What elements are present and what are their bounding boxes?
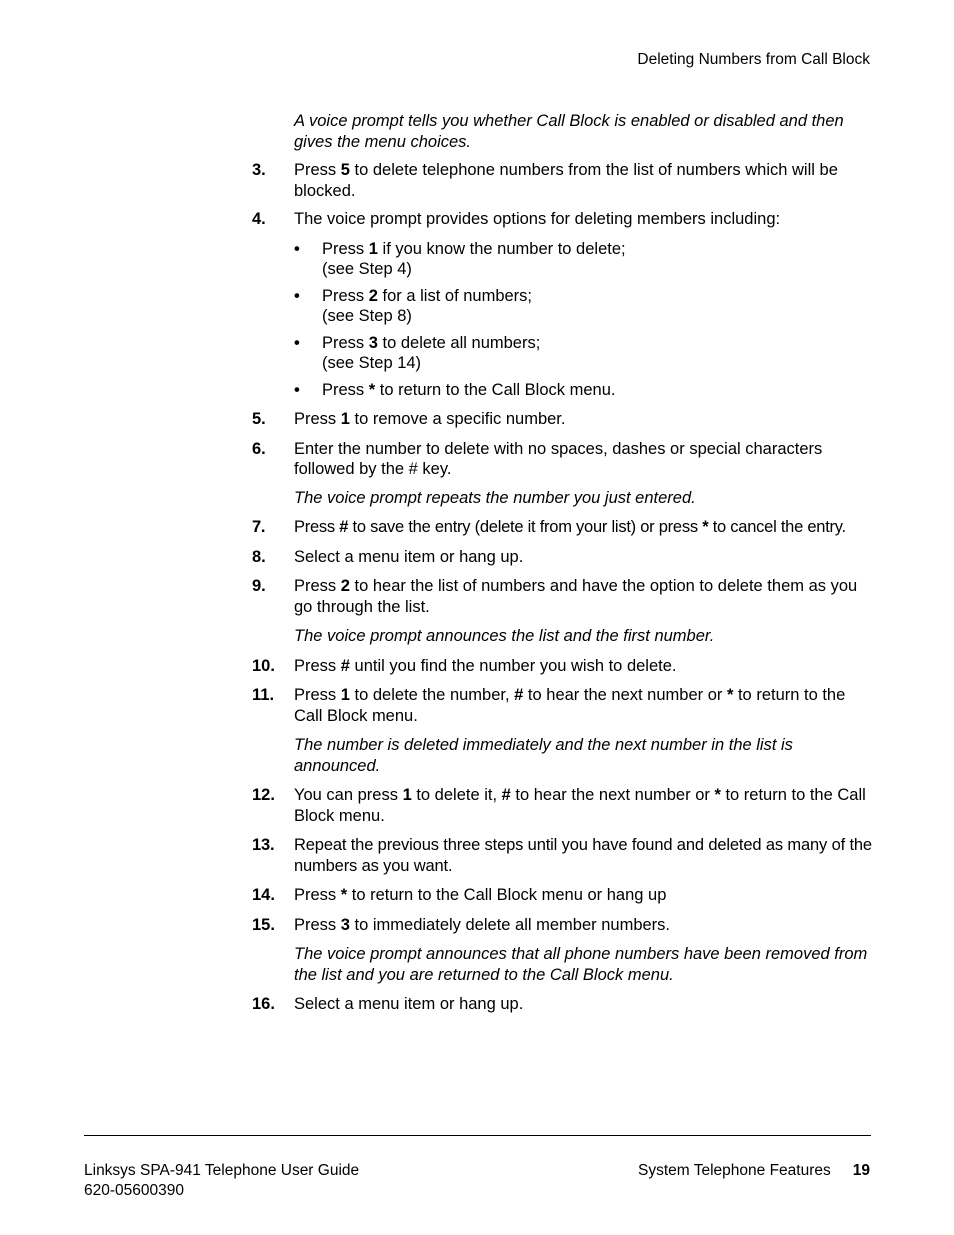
step-text: to remove a specific number. (349, 410, 566, 428)
step-text: You can press (294, 786, 403, 804)
step-text: Press (294, 886, 341, 904)
key-label: * (368, 380, 376, 399)
step-text: to hear the next number or (510, 786, 715, 804)
step-text: to delete the number, (349, 686, 515, 704)
bullet-item (252, 380, 872, 401)
step-number: 10. (252, 656, 275, 675)
step-number: 7. (252, 518, 266, 536)
step-15 (252, 915, 872, 936)
step-text: to return to the Call Block menu. (294, 786, 866, 825)
bullet-text: Press (322, 380, 369, 399)
voice-prompt-note: The voice prompt repeats the number you just entered. (294, 488, 696, 507)
step-text: Repeat the previous three steps until you have found and deleted as many of the numbers as you want. (294, 836, 872, 875)
bullet-text: Press (322, 333, 369, 352)
key-label: 5 (340, 161, 350, 179)
step-11 (252, 685, 872, 726)
step-5 (252, 409, 872, 430)
step-number: 6. (252, 439, 266, 458)
bullet-marker: • (294, 239, 300, 258)
bullet-item (252, 286, 872, 327)
step-number: 13. (252, 836, 275, 854)
page-content (252, 111, 872, 1015)
step-13 (252, 835, 872, 876)
step-12 (252, 785, 872, 826)
step-number: 3. (252, 161, 266, 179)
step-text: Select a menu item or hang up. (294, 995, 524, 1013)
step-number: 9. (252, 577, 266, 595)
key-label: * (340, 886, 348, 904)
step-text: Press (294, 518, 340, 536)
key-label: 3 (340, 915, 350, 934)
bullet-text: Press (322, 286, 369, 305)
page-number: 19 (852, 1162, 870, 1179)
section-title: System Telephone Features (638, 1162, 831, 1179)
step-text: to delete it, (411, 786, 502, 804)
bullet-text: to delete all numbers; (377, 333, 541, 352)
step-10 (252, 656, 872, 677)
step-number: 12. (252, 786, 275, 804)
key-label: * (714, 786, 721, 804)
bullet-text: for a list of numbers; (377, 286, 533, 305)
key-label: 1 (402, 786, 412, 804)
step-4 (252, 209, 872, 230)
step-number: 8. (252, 547, 266, 566)
bullet-item (252, 239, 872, 280)
footer-right (638, 1161, 870, 1181)
step-7 (252, 517, 872, 538)
step-9 (252, 576, 872, 617)
step-number: 14. (252, 886, 275, 904)
step-text: to delete telephone numbers from the list of numbers which will be blocked. (294, 161, 838, 200)
bullet-text: if you know the number to delete; (377, 239, 626, 258)
key-label: 1 (340, 686, 350, 704)
key-label: * (726, 686, 734, 704)
step-text: to cancel the entry. (708, 518, 846, 536)
step-3 (252, 160, 872, 201)
step-text: to hear the list of numbers and have the option to delete them as you go through the list. (294, 577, 858, 616)
step-reference: (see Step 14) (322, 354, 422, 372)
key-label: 1 (368, 239, 378, 258)
voice-prompt-note: The number is deleted immediately and the next number in the list is announced. (294, 736, 793, 775)
key-label: 2 (340, 577, 350, 595)
key-label: 2 (368, 286, 378, 305)
key-label: # (339, 518, 349, 536)
step-14 (252, 885, 872, 906)
key-label: # (514, 686, 524, 704)
key-label: # (501, 786, 511, 804)
step-text: Enter the number to delete with no spaces, dashes or special characters followed by the # key. (294, 439, 823, 478)
guide-title: Linksys SPA-941 Telephone User Guide (84, 1162, 360, 1179)
step-6 (252, 439, 872, 480)
step-text: Press (294, 915, 341, 934)
step-text: Press (294, 686, 341, 704)
step-number: 11. (252, 686, 275, 704)
key-label: # (340, 656, 350, 675)
step-reference: (see Step 8) (322, 307, 412, 325)
document-number: 620-05600390 (84, 1182, 184, 1199)
key-label: 3 (368, 333, 378, 352)
step-reference: (see Step 4) (322, 260, 412, 278)
bullet-marker: • (294, 333, 300, 352)
step-text: Press (294, 577, 341, 595)
step-text: Press (294, 656, 341, 675)
step-text: Select a menu item or hang up. (294, 547, 524, 566)
step-text: to save the entry (delete it from your list) or press (348, 518, 703, 536)
step-text: to immediately delete all member numbers. (349, 915, 671, 934)
bullet-text: to return to the Call Block menu. (375, 380, 616, 399)
step-text: to hear the next number or (523, 686, 727, 704)
voice-prompt-note: The voice prompt announces the list and the first number. (294, 627, 715, 645)
step-text: to return to the Call Block menu or hang up (347, 886, 667, 904)
step-8 (252, 547, 872, 568)
step-text: Press (294, 410, 341, 428)
bullet-marker: • (294, 286, 300, 305)
bullet-marker: • (294, 380, 300, 399)
step-number: 15. (252, 915, 275, 934)
step-text: The voice prompt provides options for deleting members including: (294, 210, 781, 228)
step-16 (252, 994, 872, 1015)
step-number: 16. (252, 995, 275, 1013)
running-header: Deleting Numbers from Call Block (637, 51, 870, 68)
footer-left (84, 1161, 359, 1201)
key-label: 1 (340, 410, 350, 428)
step-number: 5. (252, 410, 266, 428)
step-number: 4. (252, 210, 266, 228)
key-label: * (702, 518, 709, 536)
step-text: Press (294, 161, 341, 179)
bullet-item (252, 333, 872, 374)
step-text: until you find the number you wish to delete. (349, 656, 677, 675)
bullet-text: Press (322, 239, 369, 258)
voice-prompt-note: The voice prompt announces that all phone numbers have been removed from the list and you are returned to the Call Block menu. (294, 945, 868, 984)
step-text: to return to the Call Block menu. (294, 686, 846, 725)
footer-rule (84, 1135, 871, 1136)
voice-prompt-note: A voice prompt tells you whether Call Block is enabled or disabled and then gives the menu choices. (294, 112, 844, 151)
